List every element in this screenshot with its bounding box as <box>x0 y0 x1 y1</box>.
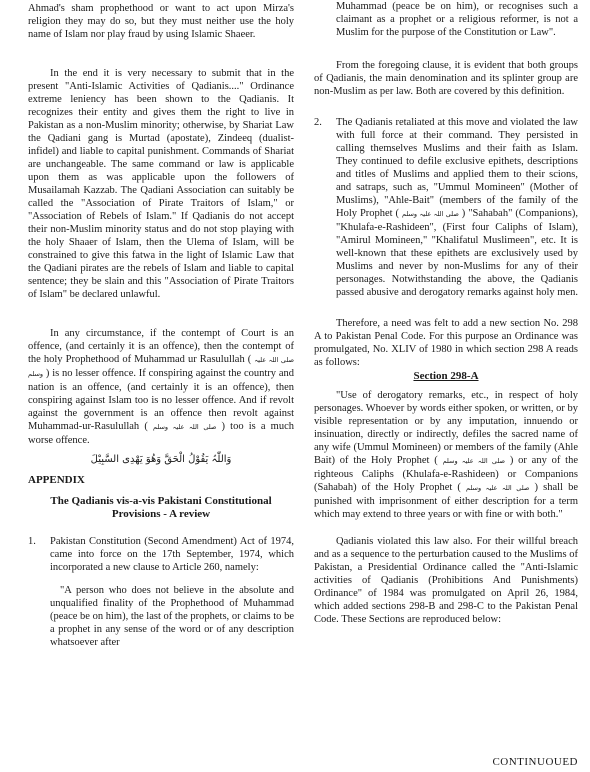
contempt-text-a: In any circumstance, if the contempt of Court is an offence, (and certainly it is an offence), then the contempt of the holy Prophethood of Muhammad ur Rasulullah ( <box>28 328 294 365</box>
contempt-text-b: ) is no lesser offence. If conspiring against the country and nation is an offence, (and certainly it is an offence), then conspiring against Islam too is no lesser offence. And if revolt against the government is an offence then revolt against Muhammad-ur-Rasulullah ( <box>28 368 295 432</box>
honorific-arabic: صلی اللہ علیہ وسلم <box>28 356 294 378</box>
paragraph-violated: Qadianis violated this law also. For their willful breach and as a sequence to the perturbation caused to the Muslims of Pakistan, a Presidential Ordinance called the "Anti-Islamic activities of Qadianis (Prohibitions And Punishments) Ordinance" of 1984 was promulgated on April 26, 1984, which added sections 298-B and 298-C to the Pakistan Penal Code. These Sections are reproduced below: <box>314 536 578 625</box>
paragraph-therefore: Therefore, a need was felt to add a new section No. 298 A to Pakistan Penal Code. For this purpose an Ordinance was promulgated, No. XLIV of 1980 in which section 298 A reads as follows: <box>314 318 578 368</box>
epithets-text-a: The Qadianis retaliated at this move and violated the law with full force at their command. They persisted in calling themselves Muslims and their faith as Islam. They continued to defile exclusive epithets, descriptions and titles of Muslims and applied them to their scions, and satraps, such as, "Ummul Momineen" (Mother of Muslims), "Ahle-Bait" (members of the family of the Holy Prophet ( <box>336 117 578 219</box>
section-text-a: "Use of derogatory remarks, etc., in respect of holy personages. Whoever by words either spoken, or written, or by visible representation or by any imputation, innuendo or insinuation, directly or indirectly, defiles the sacred name of any wife (Ummul Momineen) or members of the family (Ahle Bait) of the Holy Prophet ( <box>314 390 578 466</box>
list-item-text <box>336 116 578 299</box>
honorific-arabic: صلی اللہ علیہ وسلم <box>402 210 459 218</box>
paragraph-shaeer: Ahmad's sham prophethood or want to act upon Mirza's religion they may do so, but they must neither use the holy name of Islam nor play fraud by using Islamic Shaeer. <box>28 3 294 40</box>
appendix-heading: APPENDIX <box>28 474 85 486</box>
honorific-arabic: صلی اللہ علیہ وسلم <box>442 457 505 465</box>
honorific-arabic-2: صلی اللہ علیہ وسلم <box>152 423 217 431</box>
list-item-2 <box>314 116 578 299</box>
paragraph-clause: From the foregoing clause, it is evident that both groups of Qadianis, the main denomination and its splinter group are non-Muslim as per law. Both are covered by this definition. <box>314 60 578 97</box>
contempt-text-c: ) too is a much worse offence. <box>28 421 295 446</box>
list-item-1 <box>28 535 294 649</box>
paragraph-leniency: In the end it is very necessary to submit that in the present "Anti-Islamic Activities of Qadianis...." Ordinance extreme leniency has been shown to the Qadianis. It recognizes their entity and gives them the right to live in Pakistan as a non-Muslim minority; otherwise, by Shariat Law the Qadiani gang is Murtad (apostate), Zindeeq (dualist-infidel) and liable to capital punishment. Commands of Shariat are unchangeable. The same command or law is applicable upon them as was applicable upon the followers of Musailamah Kazzab. The Qadiani Association can suitably be called the "Association of Pirate Traitors of Islam," or "Association of Rebels of Islam." If Qadianis do not accept their non-Muslim minority status and do not stop playing with the holy Shaaer of Islam, then the Ulema of Islam, will be constrained to give this fatwa in the light of Islamic Law that the Qadiani pirates are the rebels of Islam and liable to capital sentence; they be slain and this "Association of Pirate Traitors of Islam" be declared unlawful. <box>28 68 294 300</box>
list-item-number: 2. <box>314 117 322 128</box>
section-text-c: ) shall be punished with imprisonment of either description for a term which may extend to three years or with fine or with both." <box>314 482 578 520</box>
honorific-arabic-2: صلی اللہ علیہ وسلم <box>466 484 530 492</box>
block-quote-continued: Muhammad (peace be on him), or recognises such a claimant as a prophet or a religious reformer, is not a Muslim for the purpose of the Constitution or Law". <box>336 1 578 38</box>
list-item-text: Pakistan Constitution (Second Amendment) Act of 1974, came into force on the 17th September, 1974, which incorporated a new clause to Article 260, namely: <box>50 536 294 573</box>
list-item-number: 1. <box>28 536 36 547</box>
paragraph-section-298a <box>314 389 578 521</box>
section-heading: Section 298-A <box>413 370 479 382</box>
left-column <box>28 0 294 649</box>
review-title: The Qadianis vis-a-vis Pakistani Constitutional Provisions - A review <box>50 495 272 520</box>
block-quote: "A person who does not believe in the absolute and unqualified finality of the Prophethood of Muhammad (peace be on him), the last of the prophets, or claims to be a prophet in any sense of the word or of any description whatsoever after <box>50 585 294 648</box>
section-text-b: ) or any of the righteous Caliphs (Khulafa-e-Rashideen) or Companions (Sahabah) of the Holy Prophet ( <box>314 455 579 493</box>
continued-label: CONTINUOUED <box>492 756 578 768</box>
paragraph-contempt <box>28 327 294 447</box>
epithets-text-b: ) "Sahabah" (Companions), "Khulafa-e-Rashideen", (First four Caliphs of Islam), "Amirul Momineen," "Khalifatul Muslimeen", etc. It is well-known that these epithets are exclusively used by Muslims and never by non-Muslims for any of their personages. Notwithstanding the above, the Qadianis passed abusive and derogatory remarks against holy men. <box>336 208 579 298</box>
right-column <box>314 0 578 626</box>
quranic-verse: وَاللّٰہُ یَقُوْلُ الْحَقَّ وَھُوَ یَھْدِی السَّبِیْلَ <box>90 454 232 465</box>
